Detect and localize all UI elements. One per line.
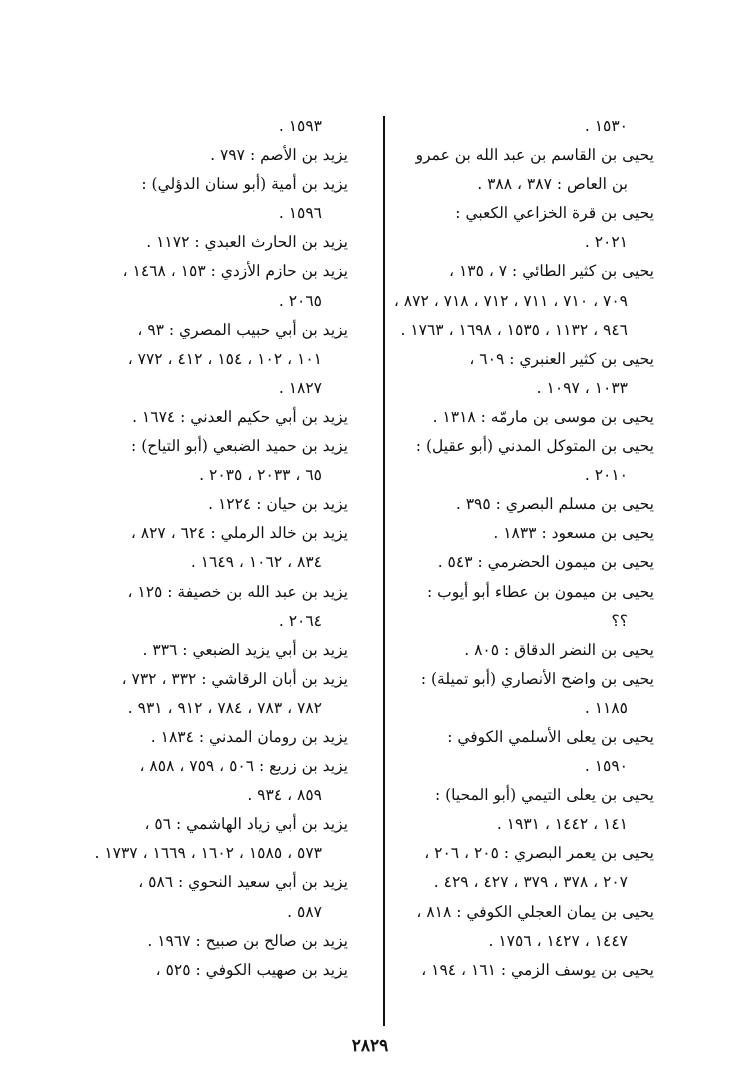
index-entry: يحيى بن القاسم بن عبد الله بن عمرو (415, 146, 654, 165)
index-entry: يزيد بن أبي يزيد الضبعي : ٣٣٦ . (142, 640, 348, 659)
index-entry-continuation: ١١٨٥ . (584, 698, 628, 717)
index-entry: يزيد بن الحارث العبدي : ١١٧٢ . (146, 233, 348, 252)
index-entry: يزيد بن أبي سعيد النحوي : ٥٨٦ ، (138, 873, 348, 892)
index-entry: يحيى بن المتوكل المدني (أبو عقيل) : (415, 437, 654, 456)
index-entry: يزيد بن خالد الرملي : ٦٢٤ ، ٨٢٧ ، (130, 524, 348, 543)
index-entry: يحيى بن واضح الأنصاري (أبو تميلة) : (420, 669, 654, 688)
index-entry-continuation: ١٠١ ، ١٠٢ ، ١٥٤ ، ٤١٢ ، ٧٧٢ ، (127, 349, 322, 368)
index-entry-continuation: بن العاص : ٣٨٧ ، ٣٨٨ . (477, 175, 628, 194)
index-entry-continuation: ١٤١ ، ١٤٤٢ ، ١٩٣١ . (496, 815, 628, 834)
index-entry-continuation: ٦٥ ، ٢٠٣٣ ، ٢٠٣٥ . (199, 466, 322, 485)
index-entry: يزيد بن حازم الأزدي : ١٥٣ ، ١٤٦٨ ، (122, 262, 348, 281)
index-entry: يحيى بن يعلى الأسلمي الكوفي : (447, 727, 654, 746)
index-entry: يحيى بن يوسف الزمي : ١٦١ ، ١٩٤ ، (421, 960, 654, 979)
index-entry-continuation: ١٤٤٧ ، ١٤٢٧ ، ١٧٥٦ . (488, 931, 628, 950)
index-entry: يحيى بن يمان العجلي الكوفي : ٨١٨ ، (416, 902, 654, 921)
index-entry-continuation: ٩٤٦ ، ١١٣٢ ، ١٥٣٥ ، ١٦٩٨ ، ١٧٦٣ . (400, 320, 628, 339)
index-entry: يزيد بن أبي حكيم العدني : ١٦٧٤ . (132, 407, 348, 426)
index-entry: يزيد بن زريع : ٥٠٦ ، ٧٥٩ ، ٨٥٨ ، (139, 757, 348, 776)
index-entry: يحيى بن قرة الخزاعي الكعبي : (455, 204, 654, 223)
index-entry-continuation: ٢٠٦٥ . (278, 291, 322, 310)
index-entry: يحيى بن يعلى التيمي (أبو المحيا) : (434, 786, 654, 805)
index-entry-continuation: ٧٨٢ ، ٧٨٣ ، ٧٨٤ ، ٩١٢ ، ٩٣١ . (127, 698, 322, 717)
index-entry: يزيد بن حميد الضبعي (أبو التياح) : (131, 437, 348, 456)
index-entry: يحيى بن موسى بن مارمّه : ١٣١٨ . (432, 407, 654, 426)
index-entry: يزيد بن عبد الله بن خصيفة : ١٢٥ ، (127, 582, 348, 601)
index-entry-continuation: ١٠٣٣ ، ١٠٩٧ . (536, 378, 628, 397)
index-entry-continuation: ٨٣٤ ، ١٠٦٢ ، ١٦٤٩ . (190, 553, 322, 572)
index-entry-continuation: ١٥٩٠ . (584, 757, 628, 776)
index-entry-continuation: ٢٠١٠ . (584, 466, 628, 485)
column-divider (383, 116, 385, 1026)
index-entry: يزيد بن أبي زياد الهاشمي : ٥٦ ، (144, 815, 348, 834)
page-number: ٢٨٢٩ (351, 1036, 389, 1056)
index-entry-continuation: ١٥٣٠ . (584, 117, 628, 135)
index-entry: يحيى بن مسلم البصري : ٣٩٥ . (455, 495, 654, 514)
index-entry-continuation: ٨٥٩ ، ٩٣٤ . (247, 786, 322, 805)
index-entry: يزيد بن أمية (أبو سنان الدؤلي) : (141, 175, 348, 194)
index-entry: يحيى بن كثير العنبري : ٦٠٩ ، (469, 349, 654, 368)
index-entry: يحيى بن ميمون بن عطاء أبو أيوب : (426, 582, 654, 601)
index-entry-continuation: ١٨٢٧ . (278, 378, 322, 397)
index-entry: يحيى بن النضر الدقاق : ٨٠٥ . (464, 640, 654, 659)
index-entry-continuation: ١٥٩٣ . (278, 117, 322, 135)
index-entry: يزيد بن صالح بن صبيح : ١٩٦٧ . (147, 931, 348, 950)
index-entry-continuation: ؟؟ (611, 611, 628, 630)
index-entry: يزيد بن أبي حبيب المصري : ٩٣ ، (137, 320, 348, 339)
index-entry: يزيد بن رومان المدني : ١٨٣٤ . (150, 727, 348, 746)
index-entry: يزيد بن صهيب الكوفي : ٥٢٥ ، (155, 960, 348, 979)
index-entry-continuation: ١٥٩٦ . (278, 204, 322, 223)
index-column-left (48, 112, 348, 985)
index-entry-continuation: ٢٠٦٤ . (278, 611, 322, 630)
index-entry: يزيد بن أبان الرقاشي : ٣٣٢ ، ٧٣٢ ، (121, 669, 348, 688)
index-entry: يزيد بن الأصم : ٧٩٧ . (210, 146, 348, 165)
index-entry-continuation: ٧٠٩ ، ٧١٠ ، ٧١١ ، ٧١٢ ، ٧١٨ ، ٨٧٢ ، (393, 291, 628, 310)
index-entry: يحيى بن ميمون الحضرمي : ٥٤٣ . (437, 553, 654, 572)
index-entry: يحيى بن يعمر البصري : ٢٠٥ ، ٢٠٦ ، (424, 844, 654, 863)
index-entry: يحيى بن كثير الطائي : ٧ ، ١٣٥ ، (449, 262, 654, 281)
index-entry-continuation: ٢٠٢١ . (584, 233, 628, 252)
index-entry: يحيى بن مسعود : ١٨٣٣ . (493, 524, 654, 543)
index-entry-continuation: ٥٧٣ ، ١٥٨٥ ، ١٦٠٢ ، ١٦٦٩ ، ١٧٣٧ . (94, 844, 322, 863)
index-entry: يزيد بن حيان : ١٢٢٤ . (208, 495, 348, 514)
index-entry-continuation: ٥٨٧ . (287, 902, 322, 921)
index-column-right (362, 112, 654, 985)
index-entry-continuation: ٢٠٧ ، ٣٧٨ ، ٣٧٩ ، ٤٢٧ ، ٤٢٩ . (433, 873, 628, 892)
